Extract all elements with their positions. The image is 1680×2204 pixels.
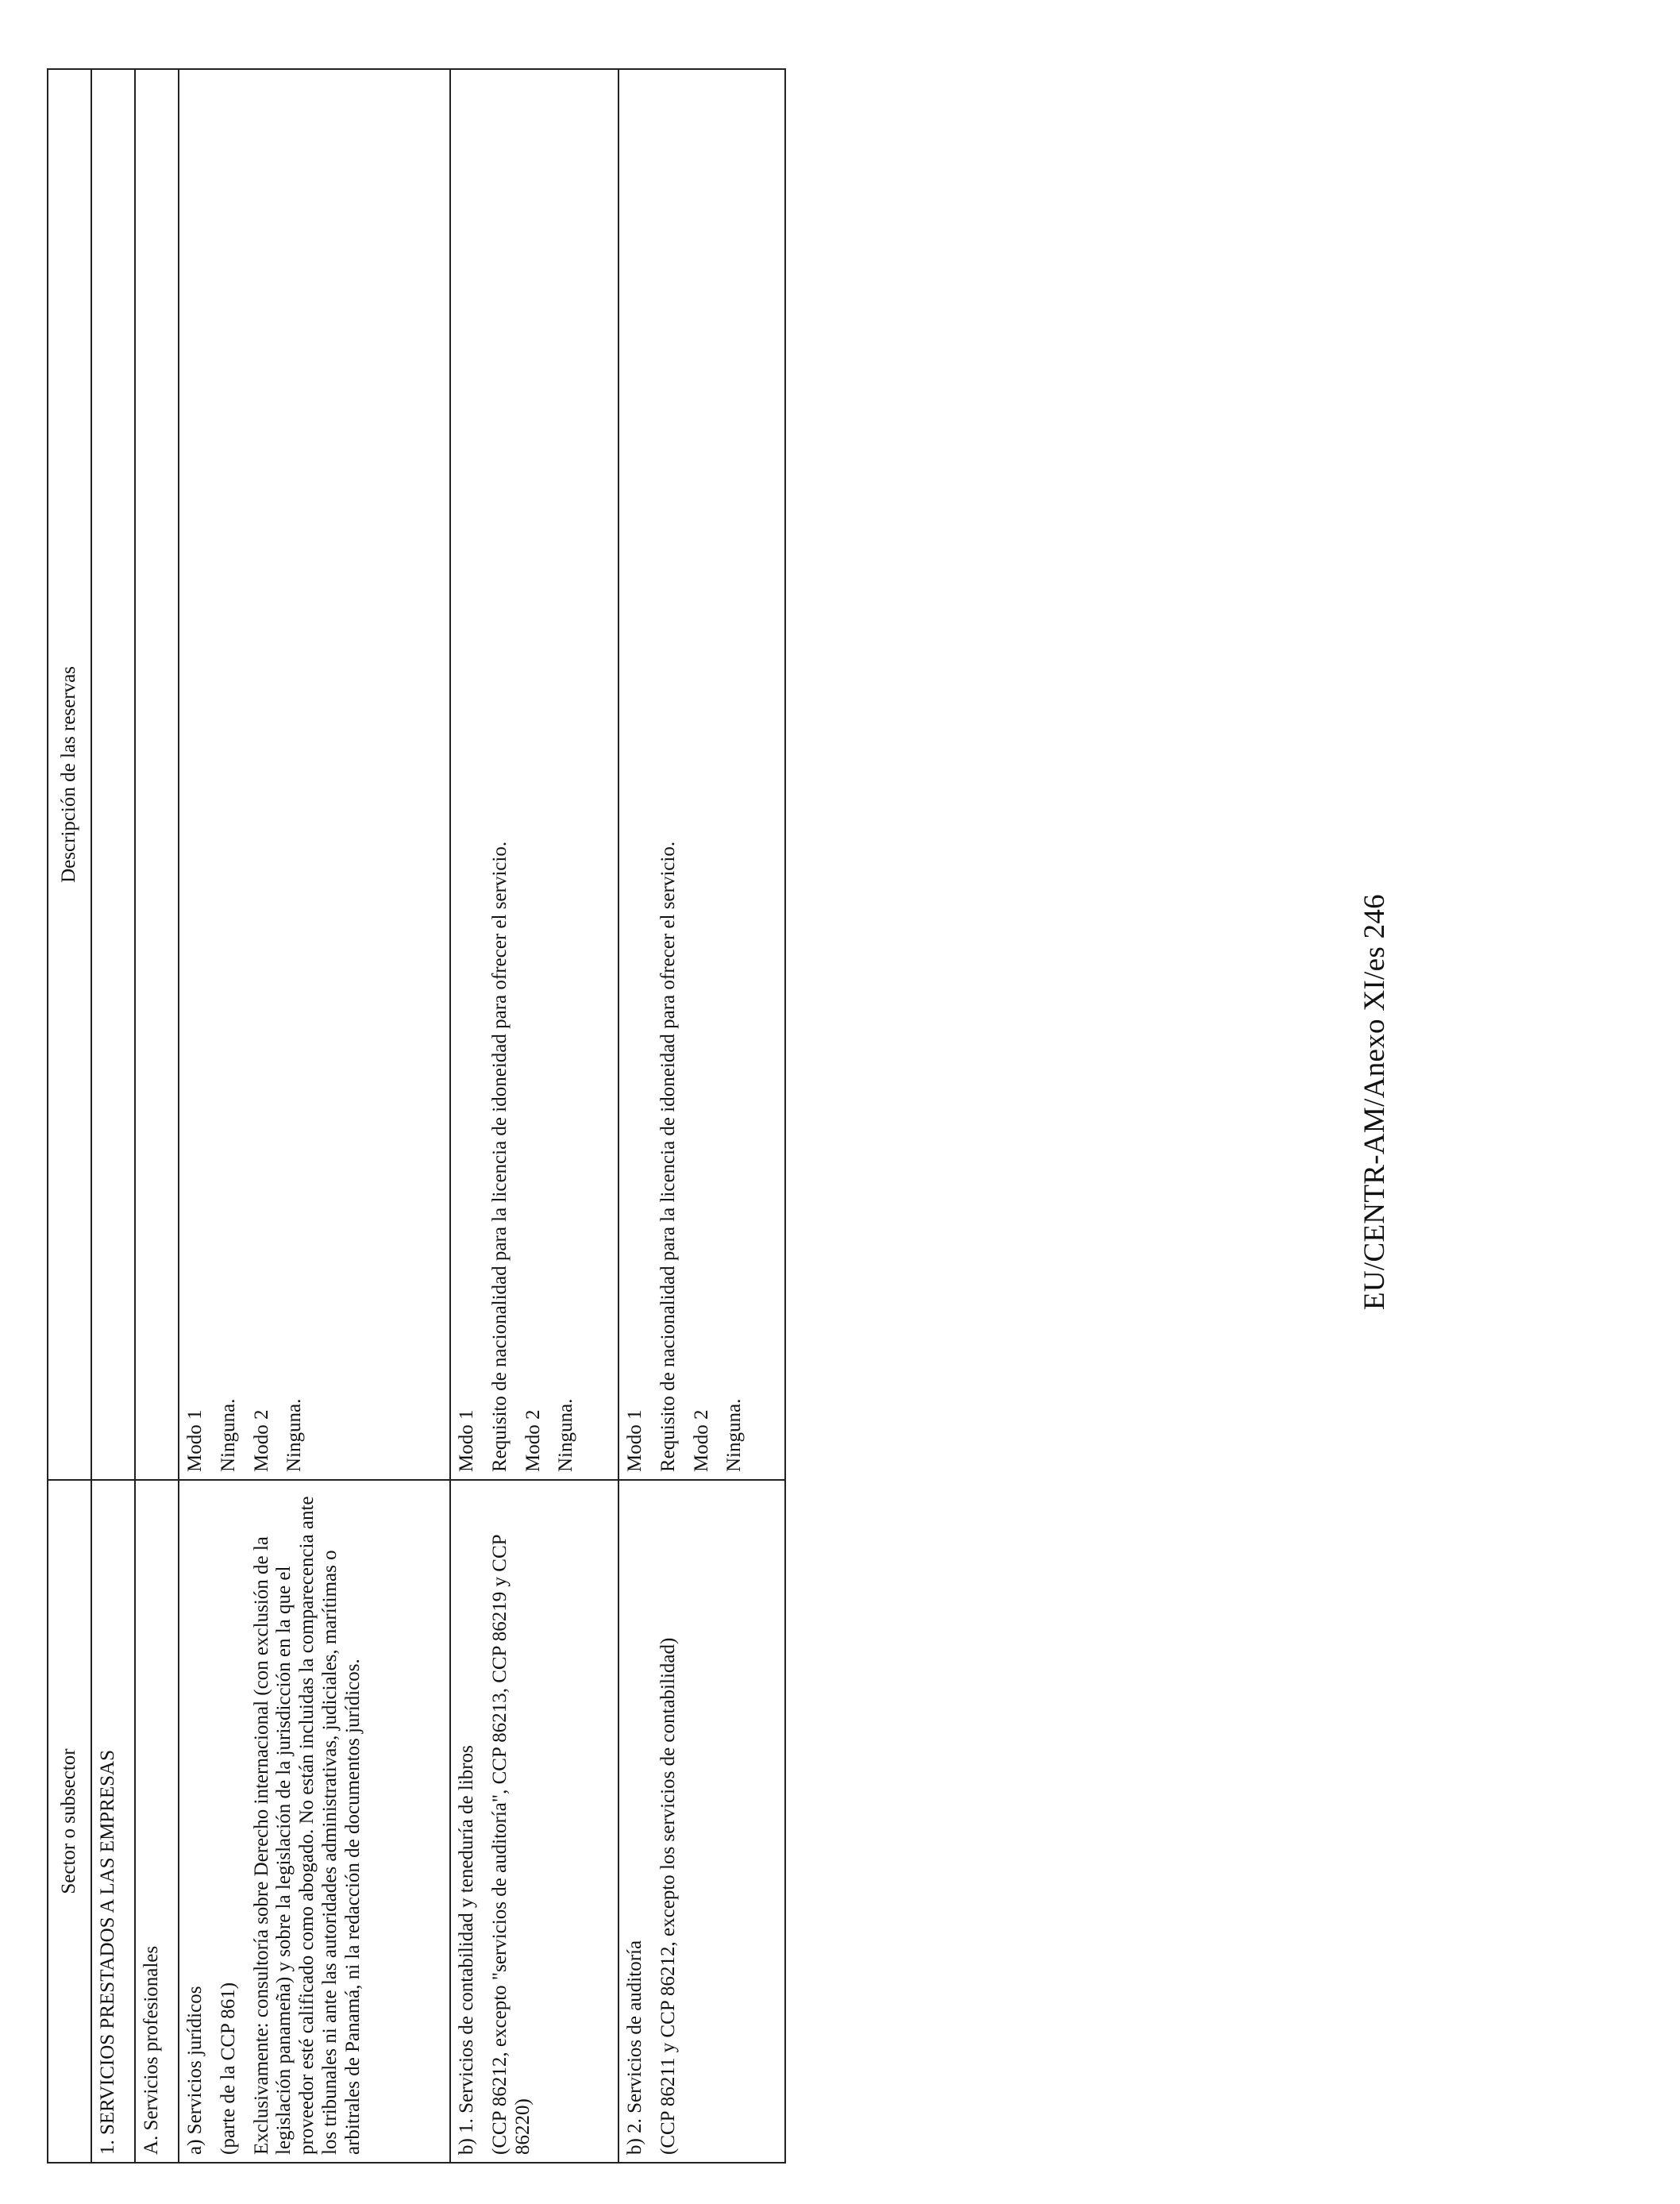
mode1-label: Modo 1 (184, 1409, 206, 1472)
sector-title: a) Servicios jurídicos (184, 1986, 206, 2155)
section-empty-cell (91, 69, 135, 1480)
mode2-label: Modo 2 (690, 1409, 712, 1472)
sector-cell (618, 1480, 785, 2163)
header-description: Descripción de las reservas (48, 69, 91, 1480)
page-footer: EU/CENTR-AM/Anexo XI/es 246 (1358, 894, 1391, 1310)
description-cell (450, 69, 618, 1480)
mode2-value: Ninguna. (283, 1398, 306, 1472)
section-row (91, 69, 135, 2163)
reservations-table-wrapper (47, 70, 770, 2164)
sector-code: (parte de la CCP 861) (217, 1982, 239, 2155)
mode1-label: Modo 1 (456, 1409, 477, 1472)
sector-cell (179, 1480, 450, 2163)
mode1-value: Ninguna. (217, 1398, 239, 1472)
section-title: 1. SERVICIOS PRESTADOS A LAS EMPRESAS (91, 1480, 135, 2163)
subsection-empty-cell (135, 69, 179, 1480)
sector-cell (450, 1480, 618, 2163)
mode1-value: Requisito de nacionalidad para la licencia de idoneidad para ofrecer el servicio. (488, 841, 511, 1472)
mode2-value: Ninguna. (723, 1398, 746, 1472)
table-header-row (48, 69, 91, 2163)
sector-note: Exclusivamente: consultoría sobre Derecho internacional (con exclusión de la legislación panameña) y sobre la legislación de la jurisdicción en la que el proveedor esté calificado como abogado. No están incluidas la comparecencia ante los tribunales ni ante las autoridades administrativas, judiciales, marítimas o arbitrales de Panamá, ni la redacción de documentos jurídicos. (250, 1496, 364, 2155)
subsection-title: A. Servicios profesionales (135, 1480, 179, 2163)
header-sector: Sector o subsector (48, 1480, 91, 2163)
mode2-label: Modo 2 (250, 1409, 272, 1472)
description-cell (179, 69, 450, 1480)
table-row (450, 69, 618, 2163)
mode1-value: Requisito de nacionalidad para la licencia de idoneidad para ofrecer el servicio. (657, 841, 679, 1472)
mode2-label: Modo 2 (522, 1409, 544, 1472)
sector-title: b) 1. Servicios de contabilidad y teneduría de libros (456, 1745, 477, 2155)
sector-code: (CCP 86211 y CCP 86212, excepto los servicios de contabilidad) (657, 1637, 679, 2155)
table-row (618, 69, 785, 2163)
mode1-label: Modo 1 (624, 1409, 645, 1472)
table-row (179, 69, 450, 2163)
sector-title: b) 2. Servicios de auditoría (624, 1940, 645, 2155)
description-cell (618, 69, 785, 1480)
mode2-value: Ninguna. (555, 1398, 577, 1472)
sector-code: (CCP 86212, excepto "servicios de auditoría", CCP 86213, CCP 86219 y CCP 86220) (488, 1535, 534, 2155)
subsection-row (135, 69, 179, 2163)
reservations-table (47, 68, 786, 2164)
